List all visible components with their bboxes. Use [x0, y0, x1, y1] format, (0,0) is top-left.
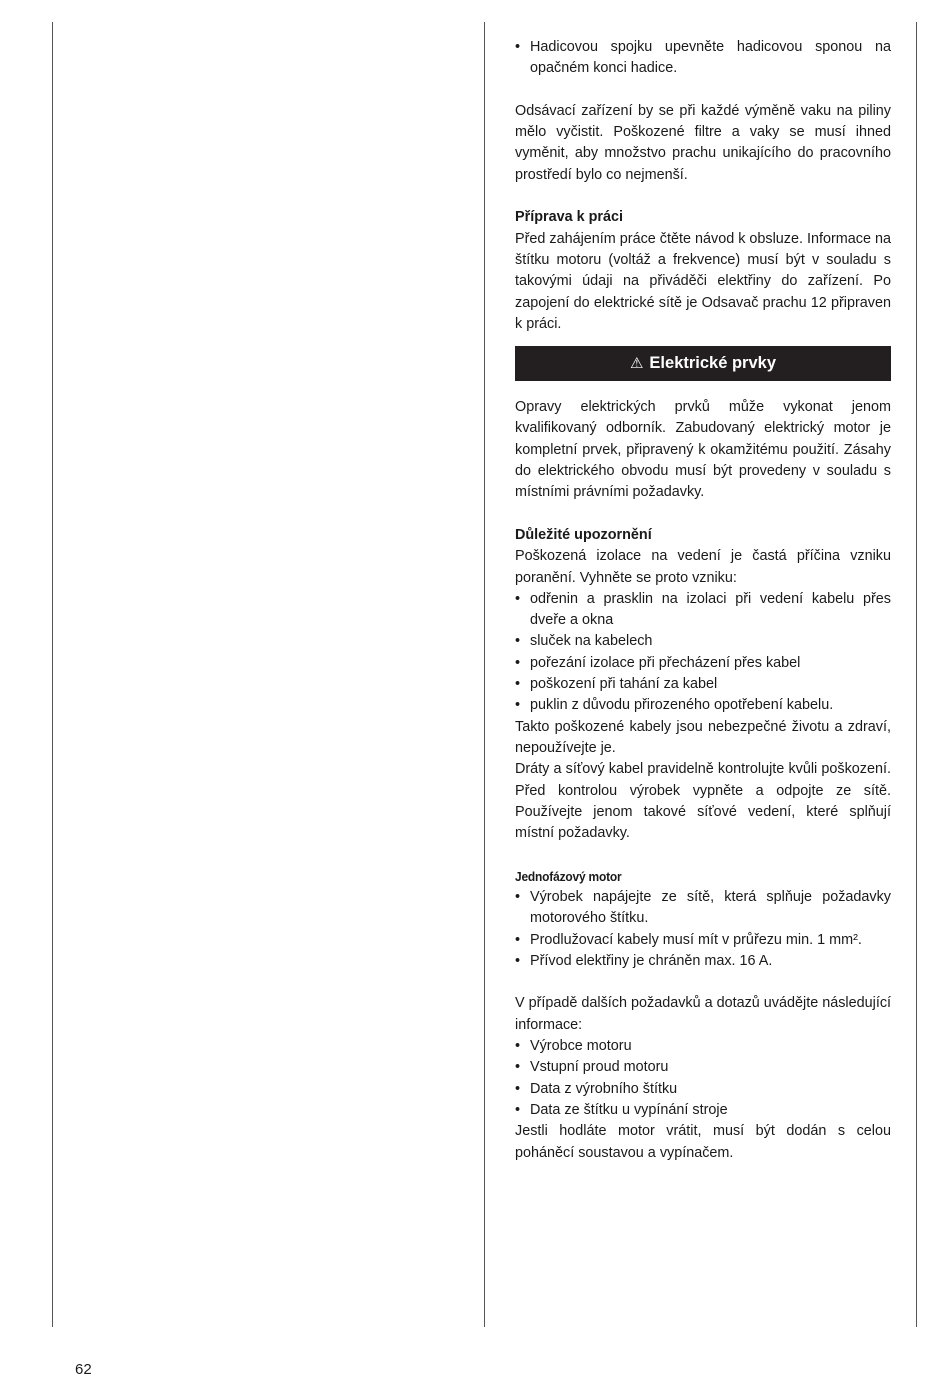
- cleaning-paragraph: Odsávací zařízení by se při každé výměně vaku na piliny mělo vyčistit. Poškozené filtre a vaky se musí ihned vyměnit, aby množstvo prachu unikajícího do pracovního prostředí bylo co nejmenší.: [515, 102, 891, 183]
- danger-paragraph: Takto poškozené kabely jsou nebezpečné životu a zdraví, nepoužívejte je.: [515, 718, 891, 756]
- list-item: • Vstupní proud motoru: [515, 1057, 891, 1078]
- damage-bullet-list: [515, 589, 891, 717]
- list-item: • Hadicovou spojku upevněte hadicovou sponou na opačném konci hadice.: [515, 37, 891, 80]
- list-item: • Data z výrobního štítku: [515, 1079, 891, 1100]
- list-item: • Výrobek napájejte ze sítě, která splňuje požadavky motorového štítku.: [515, 887, 891, 930]
- left-margin-rule: [52, 22, 53, 1327]
- banner-title: Elektrické prvky: [649, 354, 777, 372]
- preparation-paragraph: Před zahájením práce čtěte návod k obsluze. Informace na štítku motoru (voltáž a frekvence) musí být v souladu s takovými údaji na přiváděči elektřiny do zařízení. Po zapojení do elektrické sítě je Odsavač prachu 12 připraven k práci.: [515, 230, 891, 332]
- info-intro-paragraph: V případě dalších požadavků a dotazů uvádějte následující informace:: [515, 995, 892, 1033]
- list-item: • Výrobce motoru: [515, 1036, 891, 1057]
- list-item: • Přívod elektřiny je chráněn max. 16 A.: [515, 951, 891, 972]
- list-item: • Data ze štítku u vypínání stroje: [515, 1100, 891, 1121]
- right-text-column: [515, 37, 891, 1164]
- right-margin-rule: [916, 22, 917, 1327]
- electrical-section-banner: [515, 346, 891, 381]
- electrical-paragraph: Opravy elektrických prvků může vykonat jenom kvalifikovaný odborník. Zabudovaný elektrický motor je kompletní prvek, připravený k okamžitému použití. Zásahy do elektrického obvodu musí být provedeny v souladu s místními právními požadavky.: [515, 399, 891, 501]
- page-number: 62: [75, 1361, 92, 1378]
- list-item: • puklin z důvodu přirozeného opotřebení kabelu.: [515, 695, 891, 716]
- info-bullet-list: [515, 1036, 891, 1121]
- list-item: • pořezání izolace při přecházení přes kabel: [515, 653, 891, 674]
- preparation-heading: Příprava k práci: [515, 209, 623, 226]
- column-divider-rule: [484, 22, 485, 1327]
- list-item: • odřenin a prasklin na izolaci při vedení kabelu přes dveře a okna: [515, 589, 891, 632]
- list-item: • poškození při tahání za kabel: [515, 674, 891, 695]
- list-item: • sluček na kabelech: [515, 631, 891, 652]
- single-phase-motor-heading: Jednofázový motor: [515, 868, 622, 884]
- hose-bullet-list: [515, 37, 891, 80]
- cable-check-paragraph: Dráty a síťový kabel pravidelně kontrolujte kvůli poškození. Před kontrolou výrobek vypněte a odpojte ze sítě. Používejte jenom takové síťové vedení, které splňují místní požadavky.: [515, 761, 891, 842]
- warning-triangle-icon: ⚠: [629, 355, 644, 372]
- list-item: • Prodlužovací kabely musí mít v průřezu min. 1 mm².: [515, 930, 891, 951]
- important-notice-heading: Důležité upozornění: [515, 526, 652, 543]
- return-paragraph: Jestli hodláte motor vrátit, musí být dodán s celou poháněcí soustavou a vypínačem.: [515, 1123, 891, 1161]
- important-intro-paragraph: Poškozená izolace na vedení je častá příčina vzniku poranění. Vyhněte se proto vzniku:: [515, 548, 891, 586]
- motor-bullet-list: [515, 887, 891, 972]
